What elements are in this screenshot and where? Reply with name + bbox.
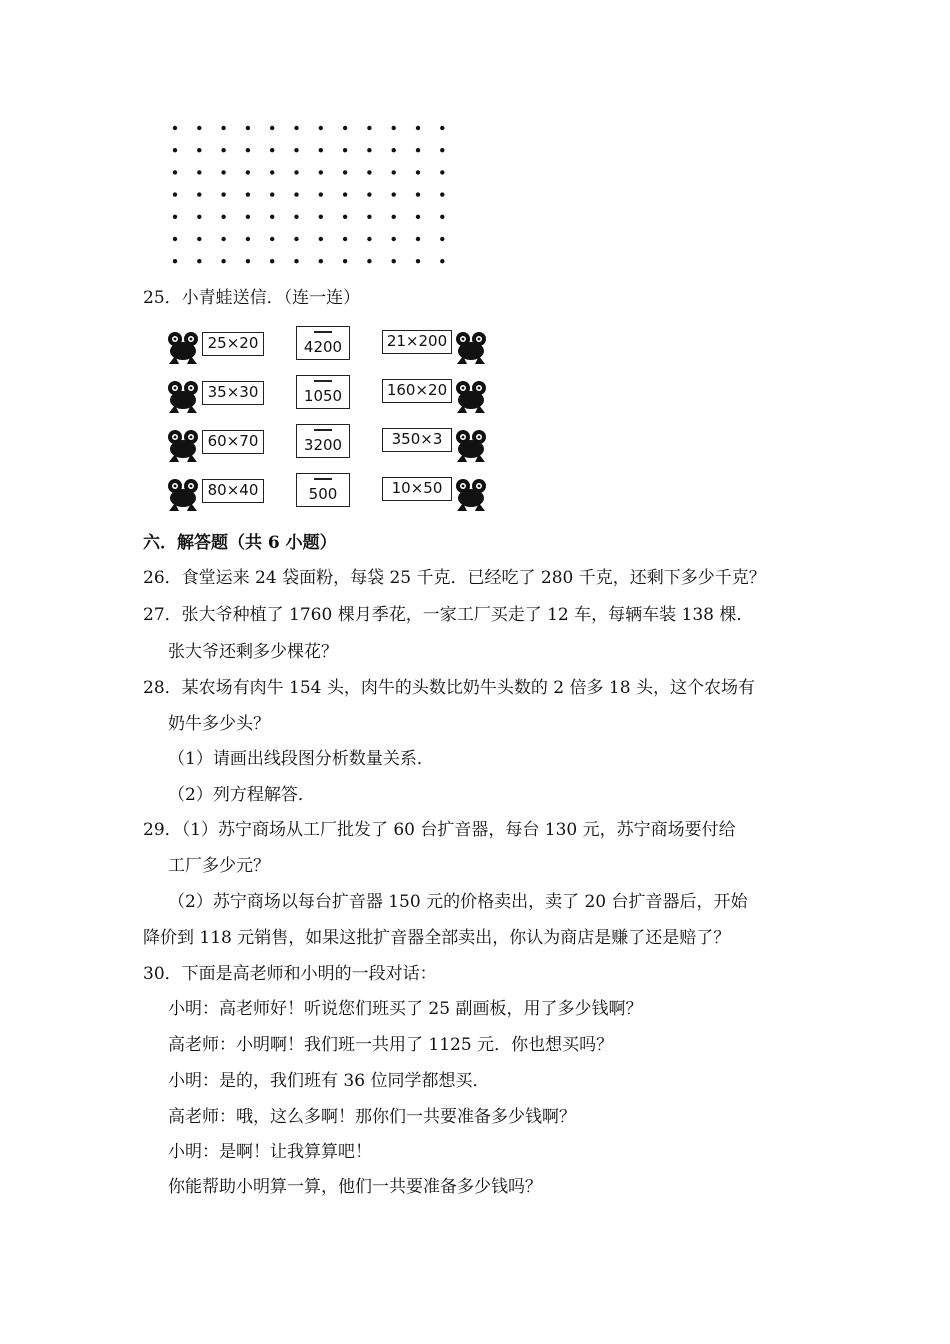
grid-dot (246, 259, 250, 263)
mailbox: 4200 (296, 326, 350, 360)
grid-dot (416, 259, 420, 263)
grid-dot (440, 237, 444, 241)
grid-dot (173, 237, 177, 241)
grid-dot (294, 259, 298, 263)
grid-dot (343, 215, 347, 219)
frog-matching-figure (165, 322, 495, 512)
q30-question: 你能帮助小明算一算，他们一共要准备多少钱吗？ (168, 1177, 542, 1197)
grid-dot (221, 170, 225, 174)
q30-dialog3: 小明：是的，我们班有 36 位同学都想买． (168, 1071, 490, 1091)
grid-dot (367, 237, 371, 241)
grid-dot (343, 259, 347, 263)
grid-dot (416, 148, 420, 152)
frog-icon (453, 428, 489, 464)
grid-dot (319, 192, 323, 196)
grid-dot (343, 126, 347, 130)
grid-dot (319, 237, 323, 241)
q30-dialog4: 高老师：哦，这么多啊！那你们一共要准备多少钱啊？ (168, 1107, 576, 1127)
grid-dot (221, 126, 225, 130)
grid-dot (392, 215, 396, 219)
grid-dot (392, 126, 396, 130)
grid-dot (294, 192, 298, 196)
grid-dot (367, 215, 371, 219)
grid-dot (367, 126, 371, 130)
grid-dot (319, 126, 323, 130)
grid-dot (319, 170, 323, 174)
grid-dot (294, 126, 298, 130)
mailbox: 500 (296, 473, 350, 507)
grid-dot (197, 148, 201, 152)
right-frog-expression: 10×50 (382, 477, 452, 501)
grid-dot (294, 215, 298, 219)
grid-dot (173, 259, 177, 263)
grid-dot (270, 126, 274, 130)
grid-dot (173, 148, 177, 152)
grid-dot (392, 148, 396, 152)
grid-dot (343, 237, 347, 241)
grid-dot (343, 148, 347, 152)
q30-dialog5: 小明：是啊！让我算算吧！ (168, 1142, 372, 1162)
grid-dot (294, 148, 298, 152)
section-6-heading: 六．解答题（共 6 小题） (143, 533, 337, 553)
grid-dot (197, 192, 201, 196)
grid-dot (440, 170, 444, 174)
grid-dot (270, 237, 274, 241)
left-frog-expression: 80×40 (202, 479, 264, 503)
grid-dot (440, 126, 444, 130)
left-frog-expression: 25×20 (202, 332, 264, 356)
frog-icon (165, 330, 201, 366)
frog-icon (453, 477, 489, 513)
grid-dot (221, 192, 225, 196)
dot-grid (160, 118, 460, 268)
q26-line: 26．食堂运来 24 袋面粉，每袋 25 千克．已经吃了 280 千克，还剩下多少千克？ (143, 568, 766, 588)
grid-dot (246, 237, 250, 241)
grid-dot (173, 215, 177, 219)
grid-dot (270, 259, 274, 263)
grid-dot (416, 237, 420, 241)
q29-line2: 工厂多少元？ (168, 856, 270, 876)
grid-dot (173, 192, 177, 196)
left-frog-expression: 60×70 (202, 430, 264, 454)
grid-dot (173, 170, 177, 174)
grid-dot (319, 148, 323, 152)
grid-dot (246, 215, 250, 219)
grid-dot (270, 215, 274, 219)
grid-dot (173, 126, 177, 130)
grid-dot (367, 148, 371, 152)
grid-dot (416, 215, 420, 219)
q30-dialog1: 小明：高老师好！听说您们班买了 25 副画板，用了多少钱啊？ (168, 999, 643, 1019)
q28-line1: 28．某农场有肉牛 154 头，肉牛的头数比奶牛头数的 2 倍多 18 头，这个农场有 (143, 678, 755, 698)
q28-line2: 奶牛多少头？ (168, 714, 270, 734)
grid-dot (343, 192, 347, 196)
grid-dot (367, 259, 371, 263)
grid-dot (416, 170, 420, 174)
grid-dot (416, 192, 420, 196)
grid-dot (440, 215, 444, 219)
grid-dot (270, 170, 274, 174)
grid-dot (440, 259, 444, 263)
frog-icon (453, 379, 489, 415)
frog-icon (165, 428, 201, 464)
q25-title: 25．小青蛙送信．（连一连） (143, 288, 361, 308)
grid-dot (440, 192, 444, 196)
grid-dot (367, 192, 371, 196)
q28-sub1: （1）请画出线段图分析数量关系． (168, 749, 434, 769)
grid-dot (197, 170, 201, 174)
grid-dot (197, 215, 201, 219)
grid-dot (221, 259, 225, 263)
q29-sub2-line1: （2）苏宁商场以每台扩音器 150 元的价格卖出，卖了 20 台扩音器后，开始 (168, 892, 748, 912)
grid-dot (392, 192, 396, 196)
grid-dot (294, 237, 298, 241)
right-frog-expression: 21×200 (382, 330, 452, 354)
right-frog-expression: 350×3 (382, 428, 452, 452)
q27-line2: 张大爷还剩多少棵花？ (168, 642, 338, 662)
grid-dot (416, 126, 420, 130)
grid-dot (246, 148, 250, 152)
mailbox: 1050 (296, 375, 350, 409)
q30-dialog2: 高老师：小明啊！我们班一共用了 1125 元．你也想买吗？ (168, 1035, 614, 1055)
grid-dot (221, 148, 225, 152)
q30-line1: 30．下面是高老师和小明的一段对话： (143, 964, 437, 984)
grid-dot (270, 148, 274, 152)
grid-dot (197, 126, 201, 130)
grid-dot (246, 170, 250, 174)
grid-dot (319, 215, 323, 219)
right-frog-expression: 160×20 (382, 379, 452, 403)
q29-sub2-line2: 降价到 118 元销售，如果这批扩音器全部卖出，你认为商店是赚了还是赔了？ (143, 928, 731, 948)
grid-dot (270, 192, 274, 196)
grid-dot (197, 237, 201, 241)
q27-line1: 27．张大爷种植了 1760 棵月季花，一家工厂买走了 12 车，每辆车装 138 棵． (143, 605, 754, 625)
grid-dot (221, 215, 225, 219)
q28-sub2: （2）列方程解答． (168, 785, 315, 805)
q29-line1: 29．（1）苏宁商场从工厂批发了 60 台扩音器，每台 130 元，苏宁商场要付给 (143, 820, 736, 840)
grid-dot (367, 170, 371, 174)
grid-dot (392, 237, 396, 241)
grid-dot (197, 259, 201, 263)
mailbox: 3200 (296, 424, 350, 458)
grid-dot (294, 170, 298, 174)
frog-icon (453, 330, 489, 366)
grid-dot (246, 192, 250, 196)
frog-icon (165, 379, 201, 415)
grid-dot (343, 170, 347, 174)
grid-dot (319, 259, 323, 263)
grid-dot (392, 170, 396, 174)
grid-dot (246, 126, 250, 130)
grid-dot (221, 237, 225, 241)
frog-icon (165, 477, 201, 513)
left-frog-expression: 35×30 (202, 381, 264, 405)
grid-dot (440, 148, 444, 152)
grid-dot (392, 259, 396, 263)
